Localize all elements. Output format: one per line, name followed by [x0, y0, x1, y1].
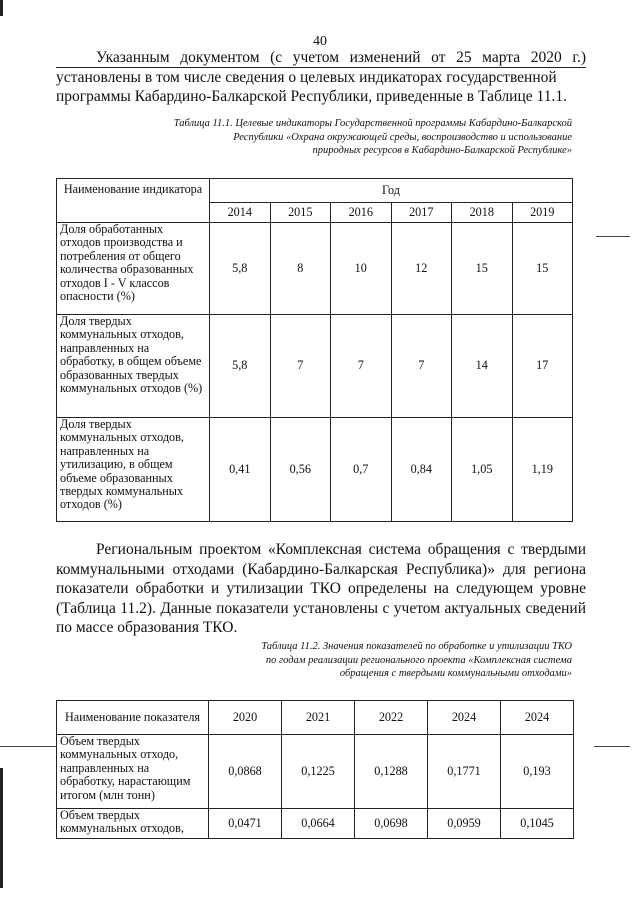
- year-cell: 2021: [282, 701, 355, 735]
- value-cell: 7: [331, 315, 392, 418]
- caption-line: Таблица 11.2. Значения показателей по обработке и утилизации ТКО: [261, 641, 572, 652]
- value-cell: 1,19: [512, 418, 573, 522]
- value-cell: 0,1771: [428, 735, 501, 809]
- value-cell: 0,7: [331, 418, 392, 522]
- year-cell: 2018: [452, 203, 513, 223]
- value-cell: 0,0868: [209, 735, 282, 809]
- value-cell: 0,1045: [501, 809, 574, 839]
- indicator-name-cell: Доля твердых коммунальных отходов, направленных на обработку, в общем объеме образованных твердых коммунальных отходов (%): [57, 315, 210, 418]
- caption-line: природных ресурсов в Кабардино-Балкарской Республике»: [312, 145, 572, 156]
- margin-line-right-1: [596, 236, 630, 237]
- year-cell: 2017: [391, 203, 452, 223]
- value-cell: 7: [391, 315, 452, 418]
- intro-line-1: [56, 48, 586, 68]
- value-cell: 12: [391, 223, 452, 315]
- table-row: [57, 809, 574, 839]
- indicator-name-cell: Доля твердых коммунальных отходов, направленных на утилизацию, в общем объеме образованных твердых коммунальных отходов (%): [57, 418, 210, 522]
- word: Указанным: [96, 49, 170, 66]
- scan-mark-left-bottom: [0, 768, 3, 888]
- intro-line-3: программы Кабардино-Балкарской Республики, приведенные в Таблице 11.1.: [56, 88, 567, 105]
- header-year-cell: Год: [210, 179, 573, 203]
- value-cell: 0,0664: [282, 809, 355, 839]
- value-cell: 5,8: [210, 315, 271, 418]
- indicator-name-cell: Доля обработанных отходов производства и потребления от общего количества образованных отходов I - V классов опасности (%): [57, 223, 210, 315]
- word: документом: [180, 49, 260, 66]
- word: 25: [456, 49, 472, 66]
- word: г.): [572, 49, 586, 66]
- margin-line-left: [0, 746, 56, 747]
- caption-line: обращения с твердыми коммунальными отходами»: [339, 668, 572, 679]
- word: от: [431, 49, 446, 66]
- value-cell: 8: [270, 223, 331, 315]
- caption-line: Республики «Охрана окружающей среды, воспроизводство и использование: [233, 131, 572, 143]
- value-cell: 0,193: [501, 735, 574, 809]
- value-cell: 0,1225: [282, 735, 355, 809]
- value-cell: 0,0698: [355, 809, 428, 839]
- value-cell: 10: [331, 223, 392, 315]
- word: (с: [270, 49, 283, 66]
- year-cell: 2016: [331, 203, 392, 223]
- word: 2020: [530, 49, 562, 66]
- year-cell: 2020: [209, 701, 282, 735]
- year-cell: 2019: [512, 203, 573, 223]
- value-cell: 7: [270, 315, 331, 418]
- indicator-name-cell: Объем твердых коммунальных отходо, направленных на обработку, нарастающим итогом (млн тонн): [57, 735, 209, 809]
- scan-mark-left-top: [0, 0, 3, 16]
- indicator-name-cell: Объем твердых коммунальных отходов,: [57, 809, 209, 839]
- table-row: [57, 315, 573, 418]
- year-cell: 2024: [428, 701, 501, 735]
- word: учетом: [292, 49, 340, 66]
- margin-line-right-2: [594, 746, 630, 747]
- value-cell: 0,1288: [355, 735, 428, 809]
- value-cell: 5,8: [210, 223, 271, 315]
- caption-line: по годам реализации регионального проекта «Комплексная система: [265, 654, 572, 666]
- caption-line: Таблица 11.1. Целевые индикаторы Государственной программы Кабардино-Балкарской: [173, 118, 572, 129]
- table-row: [57, 418, 573, 522]
- value-cell: 15: [452, 223, 513, 315]
- paragraph-text: Региональным проектом «Комплексная система обращения с твердыми коммунальными отходами (Кабардино-Балкарская Республика)» для региона показатели обработки и утилизации ТКО определены на следующем уровне (Таблица 11.2). Данные показатели установлены с учетом актуальных сведений по массе образования ТКО.: [56, 541, 586, 637]
- header-name-cell: Наименование показателя: [57, 701, 209, 735]
- value-cell: 14: [452, 315, 513, 418]
- body-paragraph: [56, 540, 586, 638]
- year-cell: 2022: [355, 701, 428, 735]
- table-1: [56, 178, 573, 522]
- value-cell: 0,41: [210, 418, 271, 522]
- table-row: [57, 735, 574, 809]
- year-cell: 2024: [501, 701, 574, 735]
- value-cell: 1,05: [452, 418, 513, 522]
- year-cell: 2014: [210, 203, 271, 223]
- value-cell: 0,0959: [428, 809, 501, 839]
- value-cell: 0,56: [270, 418, 331, 522]
- table-2: [56, 700, 574, 839]
- page-number: 40: [313, 34, 327, 49]
- intro-paragraph: [56, 48, 586, 106]
- word: марта: [482, 49, 521, 66]
- value-cell: 0,0471: [209, 809, 282, 839]
- value-cell: 15: [512, 223, 573, 315]
- intro-line-2: установлены в том числе сведения о целевых индикаторах государственной: [56, 69, 557, 86]
- table-1-caption: [142, 117, 572, 158]
- header-name-cell: Наименование индикатора: [57, 179, 210, 223]
- value-cell: 17: [512, 315, 573, 418]
- word: изменений: [349, 49, 421, 66]
- year-cell: 2015: [270, 203, 331, 223]
- table-row: [57, 223, 573, 315]
- value-cell: 0,84: [391, 418, 452, 522]
- table-2-caption: [142, 640, 572, 681]
